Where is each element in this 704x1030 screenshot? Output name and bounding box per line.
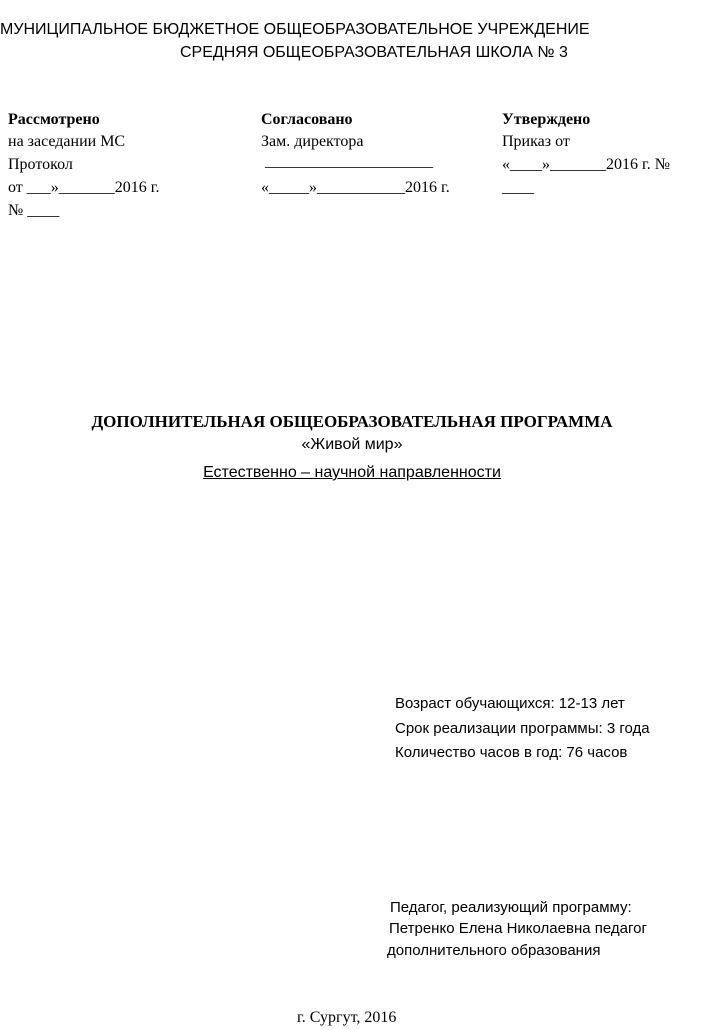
school-name-line-1: МУНИЦИПАЛЬНОЕ БЮДЖЕТНОЕ ОБЩЕОБРАЗОВАТЕЛЬНОЕ УЧРЕЖДЕНИЕ [0,21,590,38]
hours-per-year: Количество часов в год: 76 часов [395,744,628,761]
approved-line-2: «____»_______2016 г. № [502,156,671,173]
school-name-line-2: СРЕДНЯЯ ОБЩЕОБРАЗОВАТЕЛЬНАЯ ШКОЛА № 3 [180,44,568,61]
teacher-position: дополнительного образования [387,942,601,959]
program-term: Срок реализации программы: 3 года [395,720,650,737]
program-title: ДОПОЛНИТЕЛЬНАЯ ОБЩЕОБРАЗОВАТЕЛЬНАЯ ПРОГРАММА [91,412,613,431]
reviewed-line-1: на заседании МС [8,133,126,150]
agreed-signature-line: _____________________ [265,153,433,170]
program-direction-text: Естественно – научной направленности [203,464,501,481]
reviewed-line-4: № ____ [8,202,60,219]
reviewed-line-2: Протокол [8,156,73,173]
agreed-line-1: Зам. директора [261,133,364,150]
teacher-label: Педагог, реализующий программу: [390,899,632,916]
teacher-name: Петренко Елена Николаевна педагог [389,920,647,937]
approved-heading: Утверждено [502,111,591,128]
program-name: «Живой мир» [301,436,403,453]
reviewed-heading: Рассмотрено [8,111,100,128]
program-direction [0,465,704,481]
student-age: Возраст обучающихся: 12-13 лет [395,695,625,712]
place-and-year: г. Сургут, 2016 [297,1009,397,1026]
agreed-line-3: «_____»___________2016 г. [261,179,450,196]
agreed-heading: Согласовано [261,111,353,128]
reviewed-line-3: от ___»_______2016 г. [8,179,160,196]
approved-line-3: ____ [502,179,534,196]
approved-line-1: Приказ от [502,133,570,150]
